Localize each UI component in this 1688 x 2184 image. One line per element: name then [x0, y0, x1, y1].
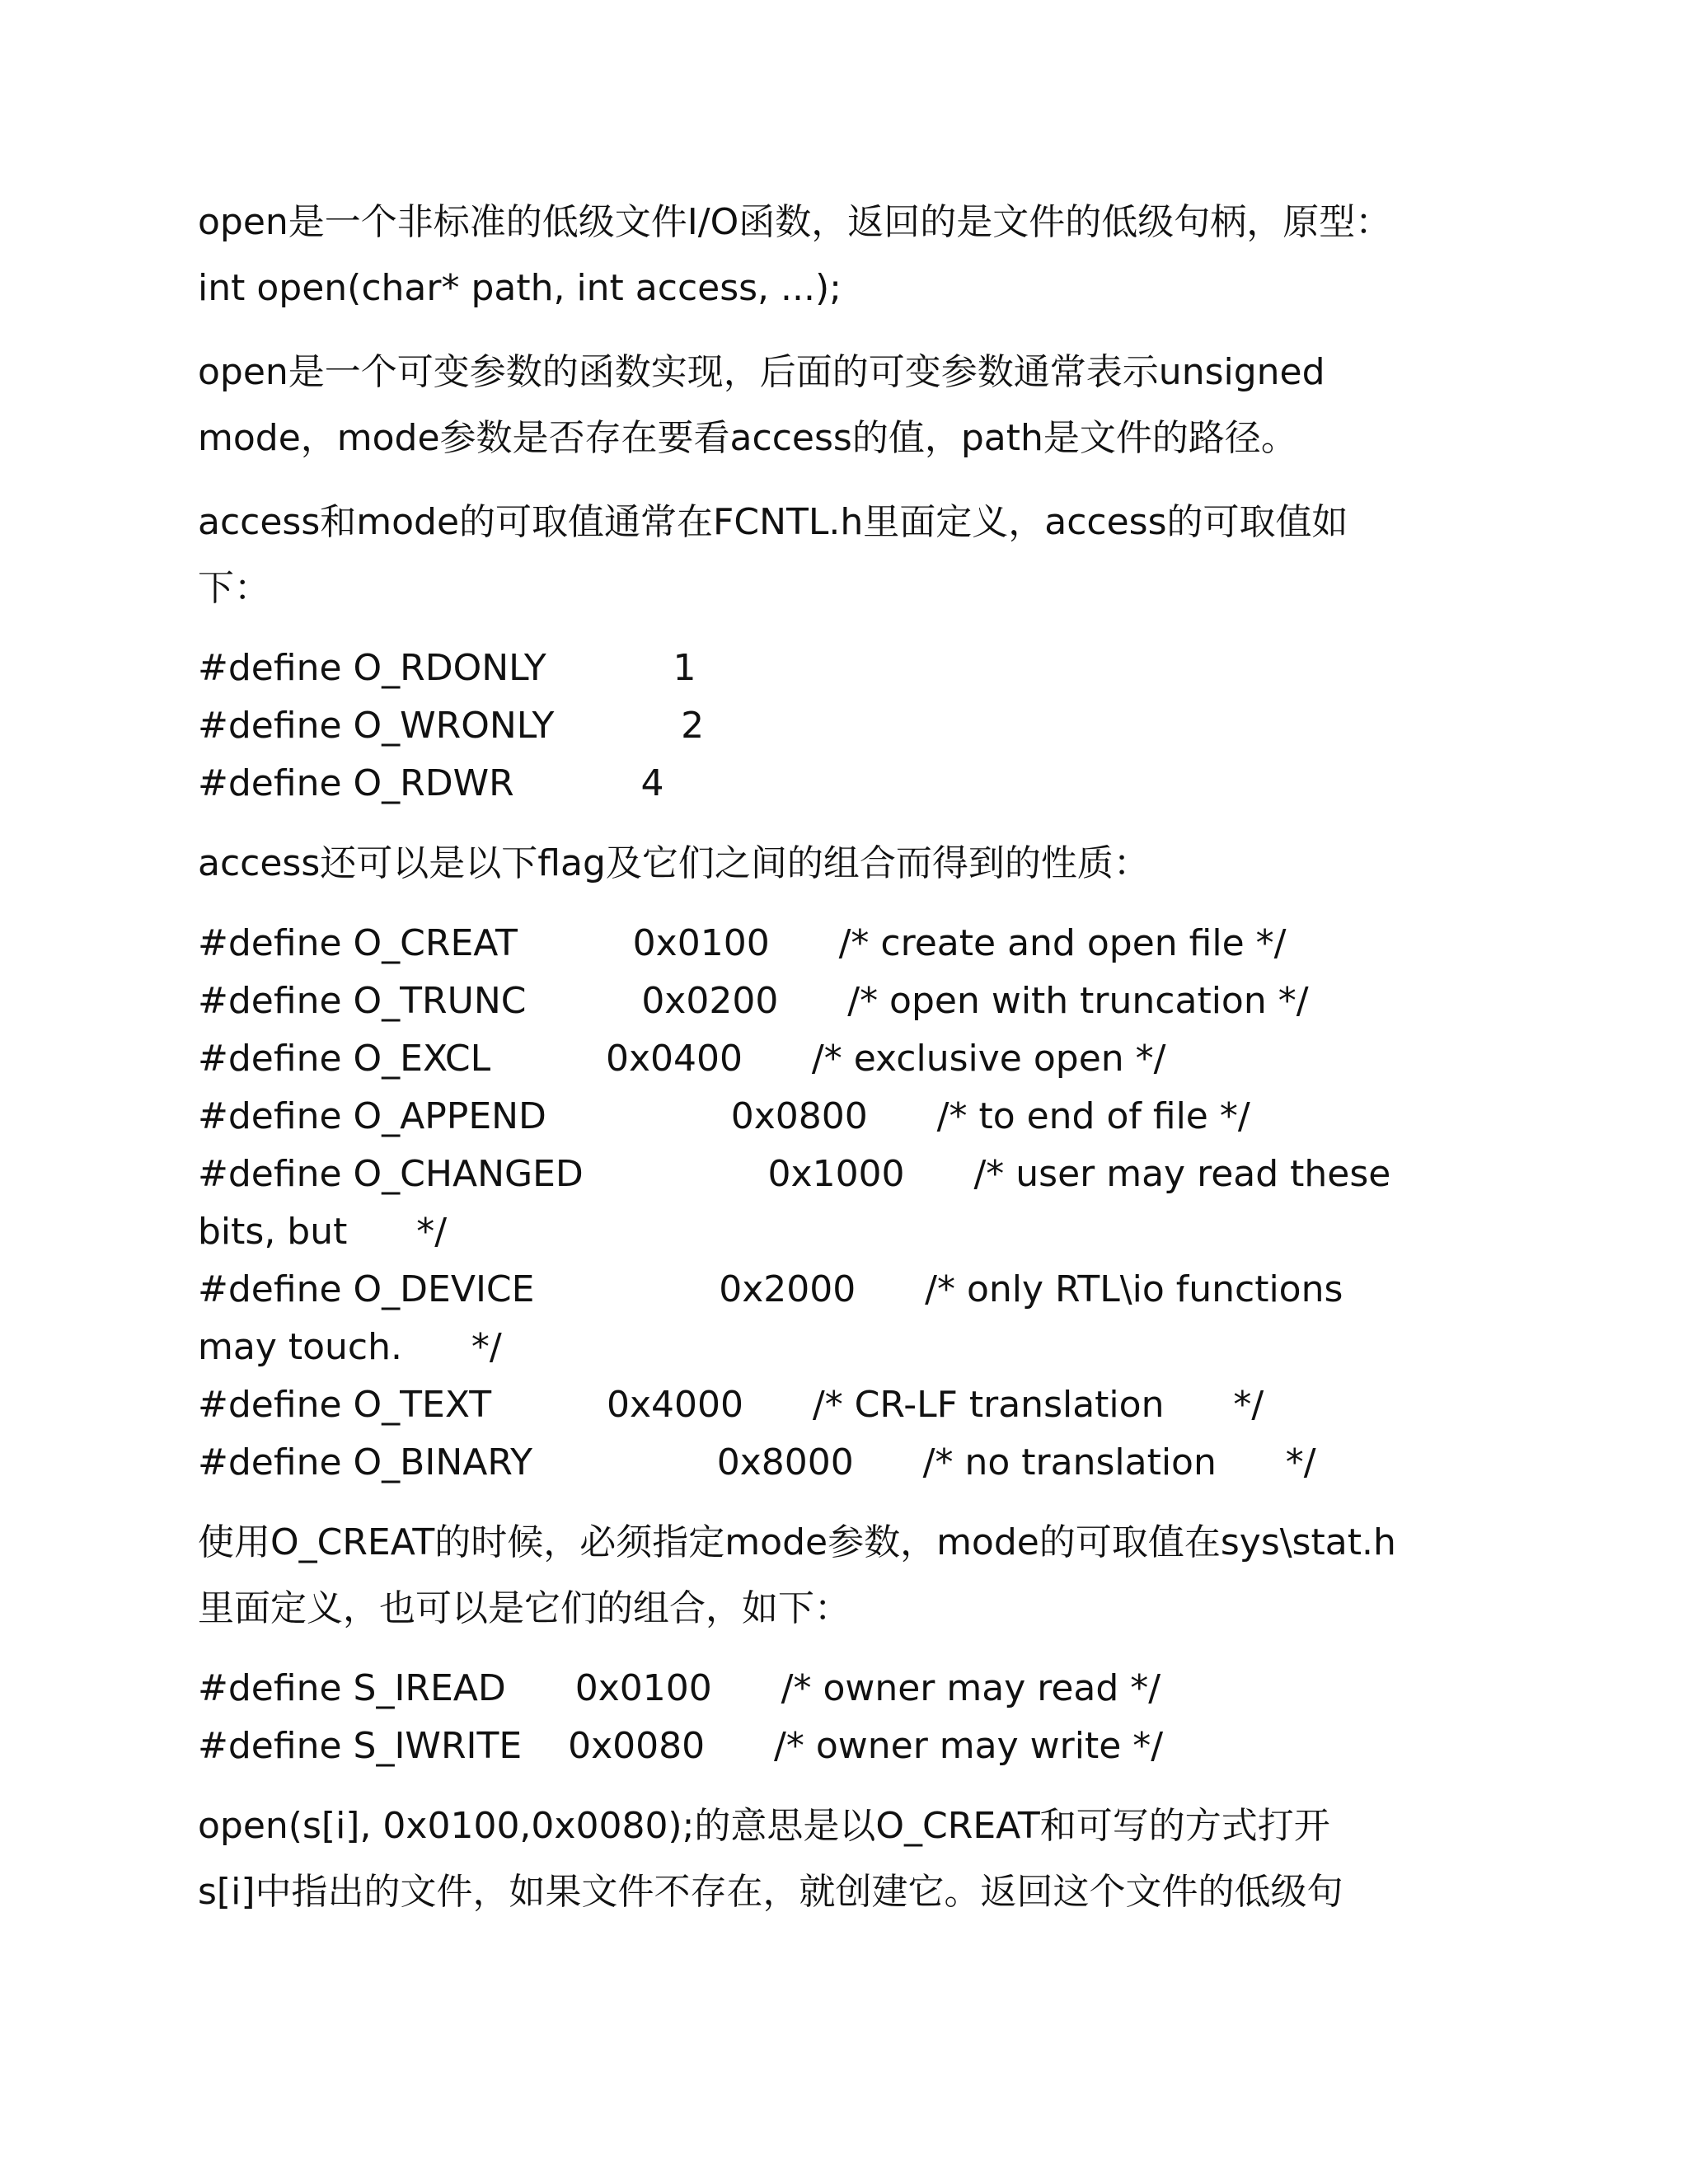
define-line: #define O_DEVICE 0x2000 /* only RTL\io functions — [198, 1268, 1343, 1310]
define-line: #define O_TRUNC 0x0200 /* open with truncation */ — [198, 980, 1309, 1022]
paragraph-line: open是一个非标准的低级文件I/O函数，返回的是文件的低级句柄，原型： — [198, 201, 1392, 243]
paragraph-line: mode，mode参数是否存在要看access的值，path是文件的路径。 — [198, 417, 1297, 459]
flag-defines-block — [198, 915, 1500, 1492]
define-line-continuation: bits, but */ — [198, 1211, 448, 1253]
define-line: #define O_CREAT 0x0100 /* create and open file */ — [198, 922, 1287, 964]
paragraph-flags-intro: access还可以是以下flag及它们之间的组合而得到的性质： — [198, 842, 1150, 884]
paragraph-line: 使用O_CREAT的时候，必须指定mode参数，mode的可取值在sys\stat.h — [198, 1521, 1396, 1563]
access-defines-block — [198, 640, 1500, 813]
define-line: #define O_WRONLY 2 — [198, 705, 705, 747]
document-content — [198, 190, 1500, 1943]
define-line: #define O_APPEND 0x0800 /* to end of file */ — [198, 1095, 1250, 1137]
define-line: #define S_IREAD 0x0100 /* owner may read */ — [198, 1667, 1161, 1709]
define-line: #define O_BINARY 0x8000 /* no translation */ — [198, 1441, 1316, 1483]
paragraph-variadic — [198, 340, 1500, 471]
define-line: #define O_EXCL 0x0400 /* exclusive open */ — [198, 1038, 1166, 1080]
define-line: #define S_IWRITE 0x0080 /* owner may write */ — [198, 1725, 1164, 1767]
paragraph-mode-intro — [198, 1510, 1500, 1642]
paragraph-line: access和mode的可取值通常在FCNTL.h里面定义，access的可取值如 — [198, 501, 1348, 543]
define-line-continuation: may touch. */ — [198, 1326, 502, 1368]
paragraph-line: int open(char* path, int access, ...); — [198, 267, 842, 309]
paragraph-access-values — [198, 490, 1500, 621]
paragraph-line: 下： — [198, 567, 270, 609]
define-line: #define O_RDONLY 1 — [198, 647, 696, 689]
paragraph-line: open是一个可变参数的函数实现，后面的可变参数通常表示unsigned — [198, 351, 1325, 393]
define-line: #define O_CHANGED 0x1000 /* user may read these — [198, 1153, 1391, 1195]
mode-defines-block — [198, 1660, 1500, 1775]
paragraph-open-intro — [198, 190, 1500, 321]
define-line: #define O_TEXT 0x4000 /* CR-LF translation */ — [198, 1384, 1264, 1426]
paragraph-line: s[i]中指出的文件，如果文件不存在，就创建它。返回这个文件的低级句 — [198, 1871, 1343, 1913]
paragraph-line: open(s[i], 0x0100,0x0080);的意思是以O_CREAT和可写的方式打开 — [198, 1805, 1330, 1847]
define-line: #define O_RDWR 4 — [198, 762, 664, 804]
paragraph-example — [198, 1793, 1500, 1925]
paragraph-line: 里面定义，也可以是它们的组合，如下： — [198, 1587, 851, 1629]
